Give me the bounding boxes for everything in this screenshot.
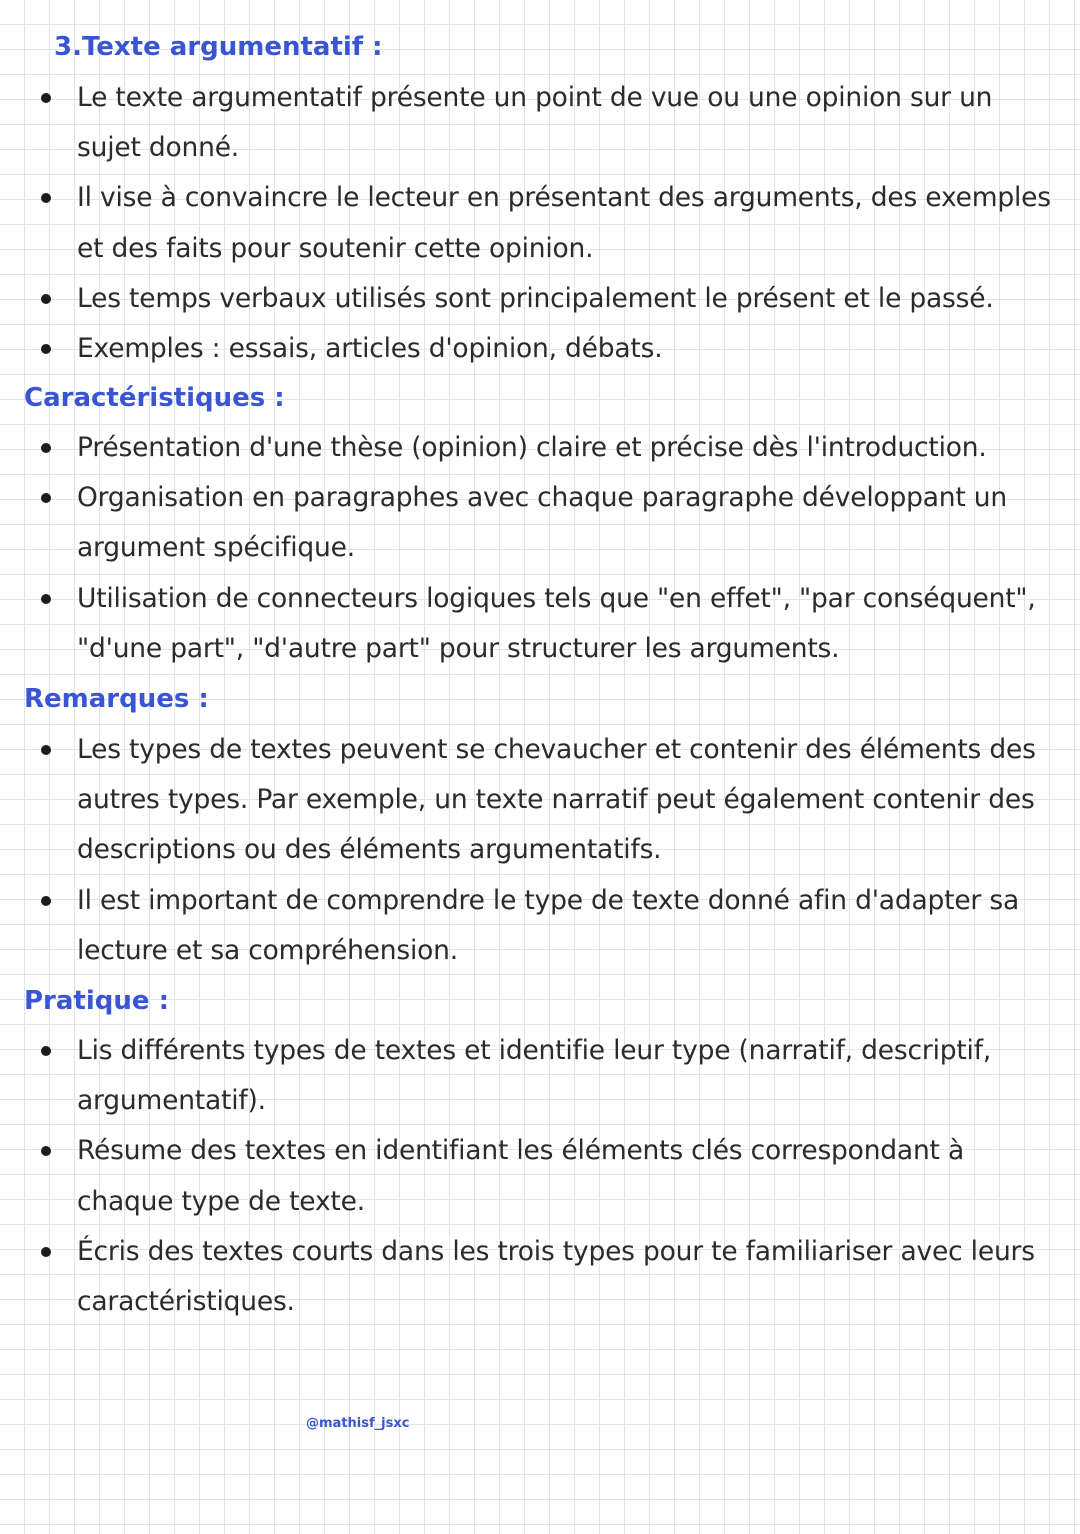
section-title-pratique: Pratique : bbox=[24, 986, 169, 1016]
list-item-text: sujet donné. bbox=[77, 132, 240, 164]
list-item bbox=[0, 1126, 1057, 1226]
bullet-icon bbox=[41, 1247, 51, 1257]
list-item-text: Présentation d'une thèse (opinion) claire et précise dès l'introduction. bbox=[77, 432, 987, 463]
list-item-text: lecture et sa compréhension. bbox=[77, 934, 458, 966]
list-item-text: Utilisation de connecteurs logiques tels que "en effet", "par conséquent", bbox=[77, 582, 1036, 614]
bullet-icon bbox=[41, 594, 51, 604]
list-item bbox=[0, 324, 1057, 374]
list-item-text: argumentatif). bbox=[77, 1085, 266, 1117]
list-item-text: descriptions ou des éléments argumentatifs. bbox=[77, 834, 662, 866]
list-item-text: Exemples : essais, articles d'opinion, débats. bbox=[77, 333, 663, 365]
list-item-text: et des faits pour soutenir cette opinion. bbox=[77, 232, 594, 264]
list-remarques bbox=[0, 725, 1080, 976]
list-item-text: Écris des textes courts dans les trois types pour te familiariser avec leurs bbox=[77, 1235, 1035, 1267]
list-item-text: Le texte argumentatif présente un point de vue ou une opinion sur un bbox=[77, 82, 993, 113]
list-item-text: chaque type de texte. bbox=[77, 1185, 365, 1217]
list-item-text: caractéristiques. bbox=[77, 1286, 295, 1318]
bullet-icon bbox=[41, 493, 51, 503]
bullet-icon bbox=[41, 745, 51, 755]
list-item bbox=[0, 423, 1057, 473]
bullet-icon bbox=[41, 1146, 51, 1156]
list-item-text: "d'une part", "d'autre part" pour structurer les arguments. bbox=[77, 632, 840, 664]
list-item bbox=[0, 1026, 1057, 1126]
list-item bbox=[0, 173, 1057, 273]
bullet-icon bbox=[41, 294, 51, 304]
section-title-texte-argumentatif: 3.Texte argumentatif : bbox=[54, 32, 383, 62]
section-title-remarques: Remarques : bbox=[24, 684, 209, 714]
section-title-caracteristiques: Caractéristiques : bbox=[24, 383, 285, 413]
list-item-text: argument spécifique. bbox=[77, 532, 355, 564]
list-item-text: Organisation en paragraphes avec chaque paragraphe développant un bbox=[77, 482, 1007, 514]
bullet-icon bbox=[41, 93, 51, 103]
list-texte-argumentatif bbox=[0, 73, 1080, 374]
list-item-text: Les temps verbaux utilisés sont principalement le présent et le passé. bbox=[77, 282, 994, 314]
list-item bbox=[0, 725, 1057, 876]
list-item bbox=[0, 73, 1057, 173]
bullet-icon bbox=[41, 896, 51, 906]
list-item-text: Il est important de comprendre le type de texte donné afin d'adapter sa bbox=[77, 884, 1019, 916]
list-item bbox=[0, 473, 1057, 573]
author-handle: @mathisf_jsxc bbox=[306, 1416, 410, 1431]
bullet-icon bbox=[41, 193, 51, 203]
bullet-icon bbox=[41, 443, 51, 453]
list-item-text: Lis différents types de textes et identifie leur type (narratif, descriptif, bbox=[77, 1035, 992, 1066]
list-caracteristiques bbox=[0, 423, 1080, 674]
list-item-text: autres types. Par exemple, un texte narratif peut également contenir des bbox=[77, 784, 1035, 816]
list-item-text: Les types de textes peuvent se chevaucher et contenir des éléments des bbox=[77, 734, 1036, 765]
list-item bbox=[0, 274, 1057, 324]
bullet-icon bbox=[41, 1046, 51, 1056]
list-item-text: Résume des textes en identifiant les éléments clés correspondant à bbox=[77, 1135, 964, 1167]
list-item-text: Il vise à convaincre le lecteur en présentant des arguments, des exemples bbox=[77, 182, 1051, 214]
list-item bbox=[0, 1227, 1057, 1327]
list-item bbox=[0, 574, 1057, 674]
list-item bbox=[0, 876, 1057, 976]
bullet-icon bbox=[41, 344, 51, 354]
list-pratique bbox=[0, 1026, 1080, 1327]
